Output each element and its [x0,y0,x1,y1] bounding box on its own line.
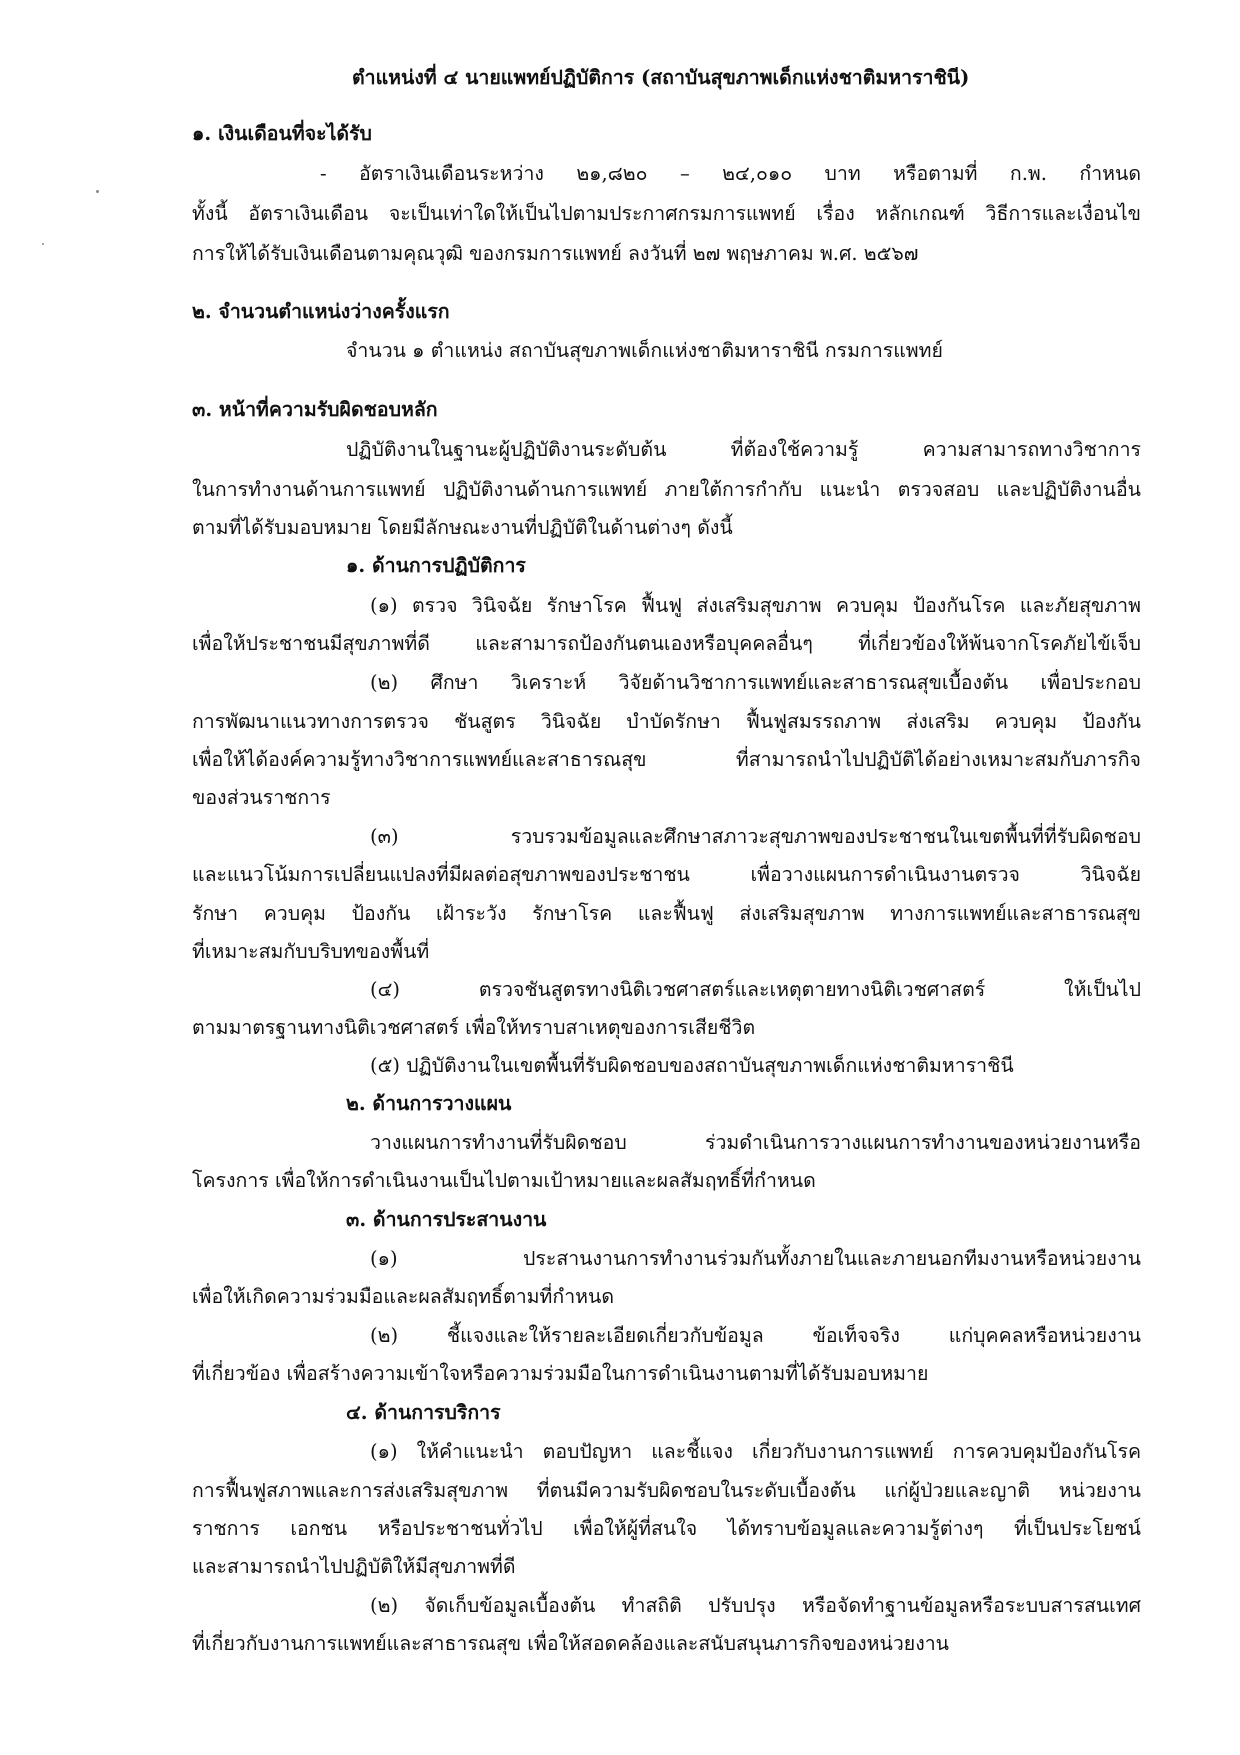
subsection-heading-service: ๔. ด้านการบริการ [346,1401,501,1424]
paragraph-line: (๔) ตรวจชันสูตรทางนิติเวชศาสตร์และเหตุตายทางนิติเวชศาสตร์ ให้เป็นไป [370,978,1141,1001]
paragraph-line: และแนวโน้มการเปลี่ยนแปลงที่มีผลต่อสุขภาพของประชาชน เพื่อวางแผนการดำเนินงานตรวจ วินิจฉัย [192,863,1141,886]
document-title: ตำแหน่งที่ ๔ นายแพทย์ปฏิบัติการ (สถาบันสุขภาพเด็กแห่งชาติมหาราชินี) [352,66,970,89]
paragraph-line: ราชการ เอกชน หรือประชาชนทั่วไป เพื่อให้ผู้ที่สนใจ ได้ทราบข้อมูลและความรู้ต่างๆ ที่เป็นประโยชน์ [192,1517,1141,1540]
scan-speck [96,190,99,193]
paragraph-line: ที่เหมาะสมกับบริบทของพื้นที่ [192,940,430,963]
paragraph-line: ของส่วนราชการ [192,786,331,809]
salary-line: - อัตราเงินเดือนระหว่าง ๒๑,๘๒๐ – ๒๔,๐๑๐ บาท หรือตามที่ ก.พ. กำหนด [320,162,1141,185]
section-heading-vacancy: ๒. จำนวนตำแหน่งว่างครั้งแรก [192,300,450,323]
paragraph-line: การพัฒนาแนวทางการตรวจ ชันสูตร วินิจฉัย บำบัดรักษา ฟื้นฟูสมรรถภาพ ส่งเสริม ควบคุม ป้องกัน [192,710,1141,733]
paragraph-line: ที่เกี่ยวข้อง เพื่อสร้างความเข้าใจหรือความร่วมมือในการดำเนินงานตามที่ได้รับมอบหมาย [192,1362,929,1385]
paragraph-line: (๒) จัดเก็บข้อมูลเบื้องต้น ทำสถิติ ปรับปรุง หรือจัดทำฐานข้อมูลหรือระบบสารสนเทศ [370,1594,1141,1617]
scan-speck [42,243,44,245]
section-heading-salary: ๑. เงินเดือนที่จะได้รับ [192,122,372,145]
paragraph-line: เพื่อให้ได้องค์ความรู้ทางวิชาการแพทย์และสาธารณสุข ที่สามารถนำไปปฏิบัติได้อย่างเหมาะสมกับภารกิจ [192,748,1141,771]
duties-intro-line: ตามที่ได้รับมอบหมาย โดยมีลักษณะงานที่ปฏิบัติในด้านต่างๆ ดังนี้ [192,516,733,539]
duties-intro-line: ในการทำงานด้านการแพทย์ ปฏิบัติงานด้านการแพทย์ ภายใต้การกำกับ แนะนำ ตรวจสอบ และปฏิบัติงานอื่น [192,478,1141,501]
paragraph-line: รักษา ควบคุม ป้องกัน เฝ้าระวัง รักษาโรค และฟื้นฟู ส่งเสริมสุขภาพ ทางการแพทย์และสาธารณสุข [192,902,1141,925]
paragraph-line: (๕) ปฏิบัติงานในเขตพื้นที่รับผิดชอบของสถาบันสุขภาพเด็กแห่งชาติมหาราชินี [370,1054,1014,1077]
paragraph-line: (๓) รวบรวมข้อมูลและศึกษาสภาวะสุขภาพของประชาชนในเขตพื้นที่ที่รับผิดชอบ [370,825,1141,848]
paragraph-line: (๒) ศึกษา วิเคราะห์ วิจัยด้านวิชาการแพทย์และสาธารณสุขเบื้องต้น เพื่อประกอบ [370,671,1141,694]
paragraph-line: (๑) ให้คำแนะนำ ตอบปัญหา และชี้แจง เกี่ยวกับงานการแพทย์ การควบคุมป้องกันโรค [370,1440,1141,1463]
paragraph-line: (๒) ชี้แจงและให้รายละเอียดเกี่ยวกับข้อมูล ข้อเท็จจริง แก่บุคคลหรือหน่วยงาน [370,1324,1141,1347]
salary-line: ทั้งนี้ อัตราเงินเดือน จะเป็นเท่าใดให้เป็นไปตามประกาศกรมการแพทย์ เรื่อง หลักเกณฑ์ วิธีการและเงื่อนไข [192,202,1141,225]
vacancy-line: จำนวน ๑ ตำแหน่ง สถาบันสุขภาพเด็กแห่งชาติมหาราชินี กรมการแพทย์ [346,339,943,362]
paragraph-line: เพื่อให้ประชาชนมีสุขภาพที่ดี และสามารถป้องกันตนเองหรือบุคคลอื่นๆ ที่เกี่ยวข้องให้พ้นจากโรคภัยไข้เจ็บ [192,632,1141,655]
paragraph-line: วางแผนการทำงานที่รับผิดชอบ ร่วมดำเนินการวางแผนการทำงานของหน่วยงานหรือ [370,1131,1141,1154]
subsection-heading-coordination: ๓. ด้านการประสานงาน [346,1208,547,1231]
paragraph-line: ตามมาตรฐานทางนิติเวชศาสตร์ เพื่อให้ทราบสาเหตุของการเสียชีวิต [192,1016,756,1039]
paragraph-line: ที่เกี่ยวกับงานการแพทย์และสาธารณสุข เพื่อให้สอดคล้องและสนับสนุนภารกิจของหน่วยงาน [192,1632,950,1655]
paragraph-line: (๑) ประสานงานการทำงานร่วมกันทั้งภายในและภายนอกทีมงานหรือหน่วยงาน [370,1247,1141,1270]
paragraph-line: และสามารถนำไปปฏิบัติให้มีสุขภาพที่ดี [192,1555,516,1578]
paragraph-line: การฟื้นฟูสภาพและการส่งเสริมสุขภาพ ที่ตนมีความรับผิดชอบในระดับเบื้องต้น แก่ผู้ป่วยและญาติ หน่วยงาน [192,1479,1141,1502]
duties-intro-line: ปฏิบัติงานในฐานะผู้ปฏิบัติงานระดับต้น ที่ต้องใช้ความรู้ ความสามารถทางวิชาการ [346,438,1141,461]
salary-line: การให้ได้รับเงินเดือนตามคุณวุฒิ ของกรมการแพทย์ ลงวันที่ ๒๗ พฤษภาคม พ.ศ. ๒๕๖๗ [192,242,919,265]
section-heading-duties: ๓. หน้าที่ความรับผิดชอบหลัก [192,398,438,421]
subsection-heading-planning: ๒. ด้านการวางแผน [346,1092,512,1115]
paragraph-line: โครงการ เพื่อให้การดำเนินงานเป็นไปตามเป้าหมายและผลสัมฤทธิ์ที่กำหนด [192,1169,816,1192]
paragraph-line: (๑) ตรวจ วินิจฉัย รักษาโรค ฟื้นฟู ส่งเสริมสุขภาพ ควบคุม ป้องกันโรค และภัยสุขภาพ [370,594,1141,617]
subsection-heading-operations: ๑. ด้านการปฏิบัติการ [346,554,526,577]
paragraph-line: เพื่อให้เกิดความร่วมมือและผลสัมฤทธิ์ตามที่กำหนด [192,1285,614,1308]
